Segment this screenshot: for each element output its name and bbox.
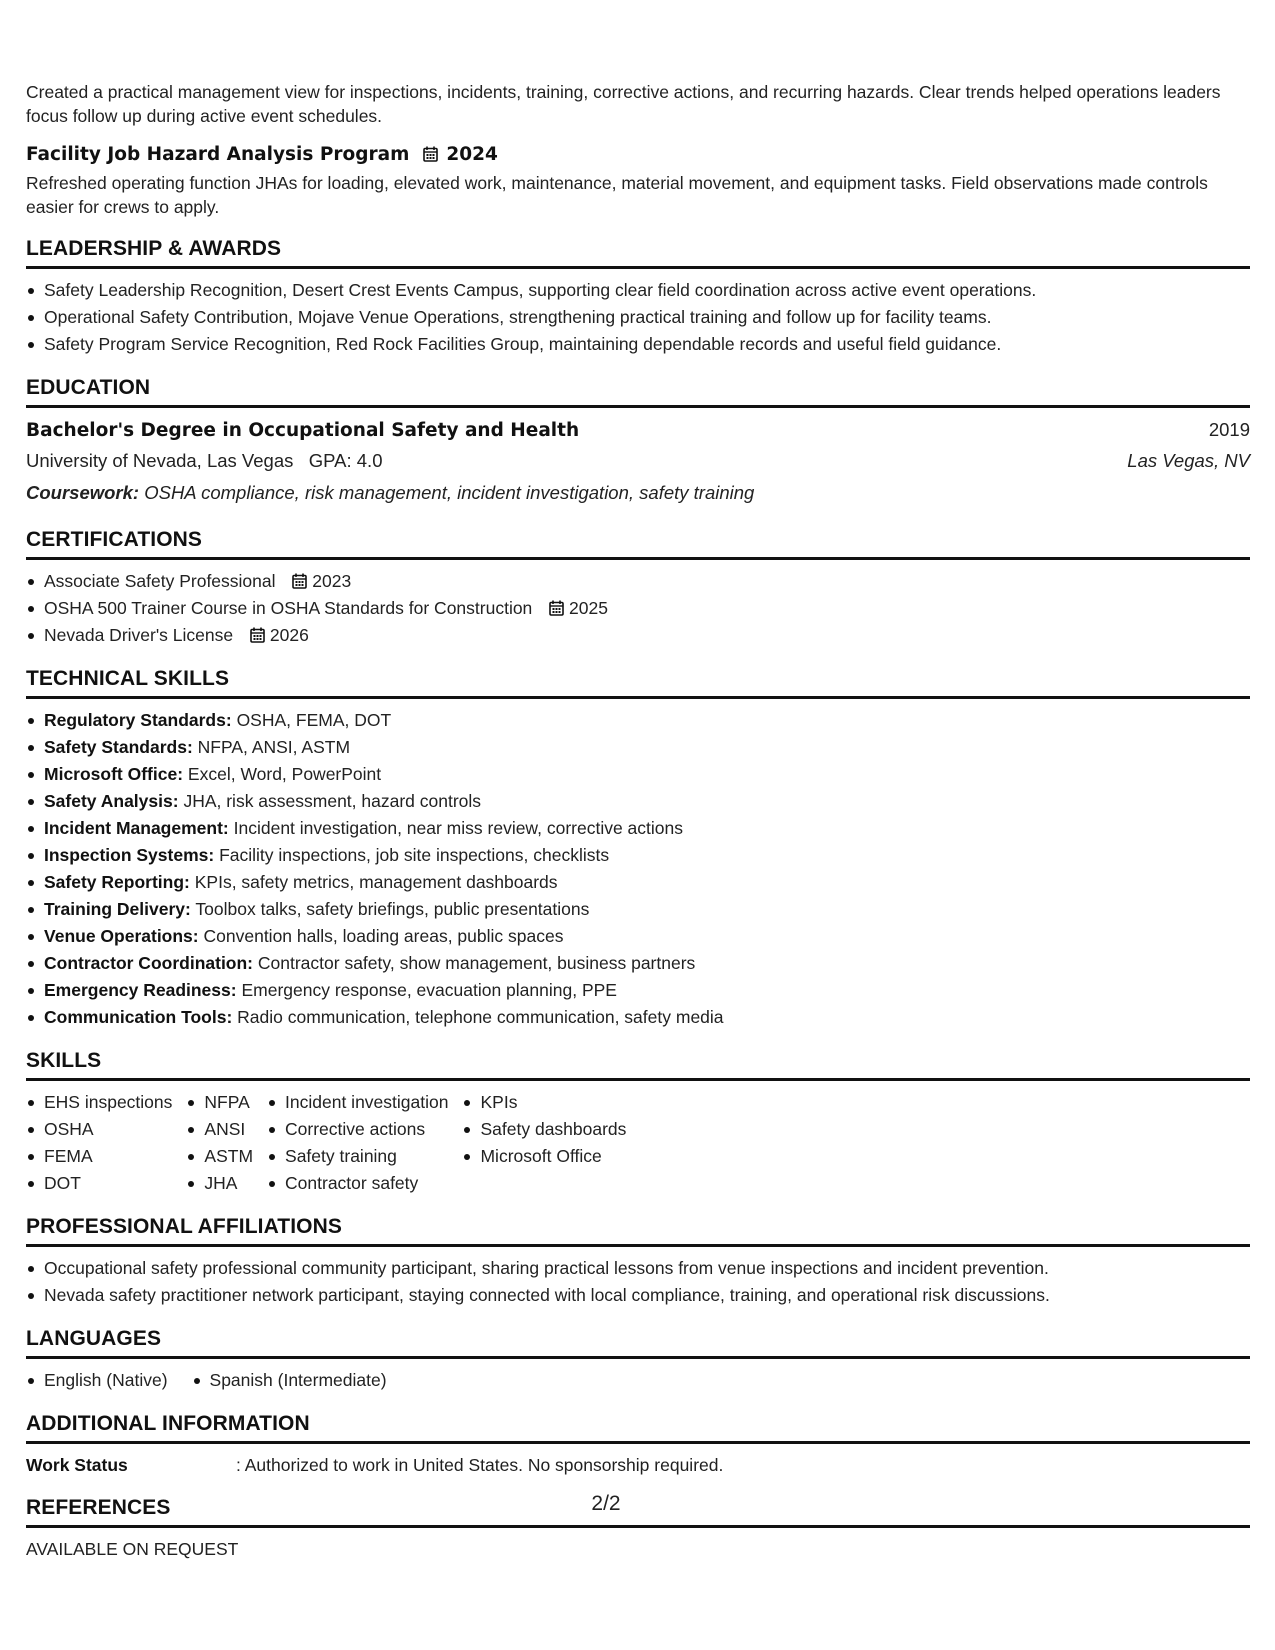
- certifications-list: [26, 568, 1250, 649]
- list-item: ANSI: [186, 1116, 253, 1143]
- skill-category: Safety Standards:: [44, 737, 193, 757]
- skill-values: Incident investigation, near miss review, corrective actions: [233, 818, 683, 838]
- calendar-icon: [292, 571, 307, 591]
- coursework-list: OSHA compliance, risk management, incident investigation, safety training: [144, 482, 755, 503]
- gpa: GPA: 4.0: [308, 450, 383, 471]
- skill-category: Contractor Coordination:: [44, 953, 254, 973]
- list-item: [26, 568, 1250, 595]
- skill-category: Incident Management:: [44, 818, 229, 838]
- affiliations-list: [26, 1255, 1250, 1309]
- project-title: Facility Job Hazard Analysis Program: [26, 144, 410, 165]
- coursework-label: Coursework:: [26, 482, 140, 503]
- skills-columns: [26, 1089, 1250, 1197]
- list-item: Microsoft Office: [462, 1143, 626, 1170]
- skill-category: Venue Operations:: [44, 926, 199, 946]
- work-status-value: : Authorized to work in United States. No sponsorship required.: [236, 1455, 724, 1475]
- languages-list: [26, 1367, 1250, 1394]
- list-item: EHS inspections: [26, 1089, 172, 1116]
- list-item: [26, 595, 1250, 622]
- list-item: NFPA: [186, 1089, 253, 1116]
- coursework: [26, 476, 1250, 510]
- list-item: [26, 734, 1250, 761]
- resume-page: [26, 80, 1250, 1562]
- list-item: DOT: [26, 1170, 172, 1197]
- section-heading: TECHNICAL SKILLS: [26, 667, 1250, 699]
- project-year: 2024: [446, 144, 498, 165]
- calendar-icon: [250, 625, 265, 645]
- list-item: Nevada safety practitioner network participant, staying connected with local compliance, training, and operational risk discussions.: [26, 1282, 1250, 1309]
- list-item: [26, 842, 1250, 869]
- project-title-row: [26, 144, 1250, 165]
- list-item: [26, 788, 1250, 815]
- list-item: Spanish (Intermediate): [192, 1367, 387, 1394]
- skill-values: Convention halls, loading areas, public spaces: [203, 926, 564, 946]
- list-item: Contractor safety: [267, 1170, 448, 1197]
- skills-column: [186, 1089, 253, 1197]
- section-heading: REFERENCES: [26, 1496, 1250, 1528]
- project-description: Refreshed operating function JHAs for loading, elevated work, maintenance, material movement, and equipment tasks. Field observations made controls easier for crews to apply.: [26, 173, 1208, 217]
- list-item: [26, 950, 1250, 977]
- skills-column: [26, 1089, 172, 1197]
- list-item: Safety Leadership Recognition, Desert Crest Events Campus, supporting clear field coordination across active event operations.: [26, 277, 1250, 304]
- list-item: [26, 761, 1250, 788]
- skill-values: NFPA, ANSI, ASTM: [197, 737, 351, 757]
- section-heading: LEADERSHIP & AWARDS: [26, 237, 1250, 269]
- skills-column: [462, 1089, 626, 1197]
- skill-category: Regulatory Standards:: [44, 710, 232, 730]
- technical-skills-list: [26, 707, 1250, 1031]
- leadership-list: [26, 277, 1250, 358]
- list-item: [26, 707, 1250, 734]
- certification-name: OSHA 500 Trainer Course in OSHA Standards for Construction: [44, 598, 533, 618]
- calendar-icon: [423, 144, 438, 165]
- certification-year: 2026: [269, 625, 309, 645]
- work-status-row: [26, 1452, 1250, 1478]
- certification-name: Associate Safety Professional: [44, 571, 276, 591]
- degree-title: Bachelor's Degree in Occupational Safety and Health: [26, 420, 580, 441]
- skill-values: Facility inspections, job site inspections, checklists: [219, 845, 610, 865]
- section-heading: LANGUAGES: [26, 1327, 1250, 1359]
- list-item: Safety Program Service Recognition, Red Rock Facilities Group, maintaining dependable records and useful field guidance.: [26, 331, 1250, 358]
- affiliations-section: [26, 1215, 1250, 1309]
- graduation-year: 2019: [1208, 419, 1250, 440]
- section-heading: SKILLS: [26, 1049, 1250, 1081]
- certification-name: Nevada Driver's License: [44, 625, 234, 645]
- skill-category: Microsoft Office:: [44, 764, 184, 784]
- list-item: Corrective actions: [267, 1116, 448, 1143]
- list-item: Occupational safety professional community participant, sharing practical lessons from venue inspections and incident prevention.: [26, 1255, 1250, 1282]
- skill-category: Communication Tools:: [44, 1007, 233, 1027]
- skill-category: Safety Analysis:: [44, 791, 179, 811]
- languages-section: [26, 1327, 1250, 1394]
- skill-values: Contractor safety, show management, business partners: [257, 953, 696, 973]
- technical-skills-section: [26, 667, 1250, 1031]
- list-item: JHA: [186, 1170, 253, 1197]
- list-item: Safety training: [267, 1143, 448, 1170]
- list-item: [26, 1004, 1250, 1031]
- skill-category: Safety Reporting:: [44, 872, 190, 892]
- skill-values: Emergency response, evacuation planning, PPE: [241, 980, 617, 1000]
- skill-values: Excel, Word, PowerPoint: [187, 764, 382, 784]
- references-text: AVAILABLE ON REQUEST: [26, 1539, 239, 1559]
- additional-info-section: [26, 1412, 1250, 1478]
- list-item: Incident investigation: [267, 1089, 448, 1116]
- list-item: Safety dashboards: [462, 1116, 626, 1143]
- calendar-icon: [549, 598, 564, 618]
- list-item: English (Native): [26, 1367, 168, 1394]
- leadership-section: [26, 237, 1250, 358]
- certification-year: 2025: [569, 598, 608, 618]
- list-item: OSHA: [26, 1116, 172, 1143]
- education-school-row: [26, 446, 1250, 476]
- section-heading: ADDITIONAL INFORMATION: [26, 1412, 1250, 1444]
- school-location: Las Vegas, NV: [1127, 450, 1250, 471]
- skill-category: Inspection Systems:: [44, 845, 215, 865]
- list-item: [26, 869, 1250, 896]
- skills-section: [26, 1049, 1250, 1197]
- list-item: [26, 815, 1250, 842]
- list-item: [26, 977, 1250, 1004]
- education-degree-row: [26, 416, 1250, 446]
- page-number: 2/2: [591, 1492, 621, 1515]
- project-entry: [26, 144, 1250, 219]
- skill-category: Emergency Readiness:: [44, 980, 237, 1000]
- section-heading: EDUCATION: [26, 376, 1250, 408]
- education-section: [26, 376, 1250, 510]
- list-item: [26, 622, 1250, 649]
- list-item: Operational Safety Contribution, Mojave Venue Operations, strengthening practical training and follow up for facility teams.: [26, 304, 1250, 331]
- work-status-label: Work Status: [26, 1455, 128, 1475]
- skill-values: KPIs, safety metrics, management dashboards: [194, 872, 558, 892]
- list-item: [26, 923, 1250, 950]
- skill-values: JHA, risk assessment, hazard controls: [183, 791, 482, 811]
- skill-values: Radio communication, telephone communication, safety media: [237, 1007, 724, 1027]
- list-item: ASTM: [186, 1143, 253, 1170]
- project-entry: [26, 80, 1250, 128]
- section-heading: CERTIFICATIONS: [26, 528, 1250, 560]
- skill-values: OSHA, FEMA, DOT: [236, 710, 392, 730]
- list-item: FEMA: [26, 1143, 172, 1170]
- skills-column: [267, 1089, 448, 1197]
- certification-year: 2023: [312, 571, 352, 591]
- list-item: KPIs: [462, 1089, 626, 1116]
- list-item: [26, 896, 1250, 923]
- certifications-section: [26, 528, 1250, 649]
- skill-values: Toolbox talks, safety briefings, public presentations: [195, 899, 590, 919]
- section-heading: PROFESSIONAL AFFILIATIONS: [26, 1215, 1250, 1247]
- skill-category: Training Delivery:: [44, 899, 191, 919]
- school-name: University of Nevada, Las Vegas: [26, 450, 294, 471]
- project-description: Created a practical management view for inspections, incidents, training, corrective actions, and recurring hazards. Clear trends helped operations leaders focus follow up during active event schedules.: [26, 82, 1221, 126]
